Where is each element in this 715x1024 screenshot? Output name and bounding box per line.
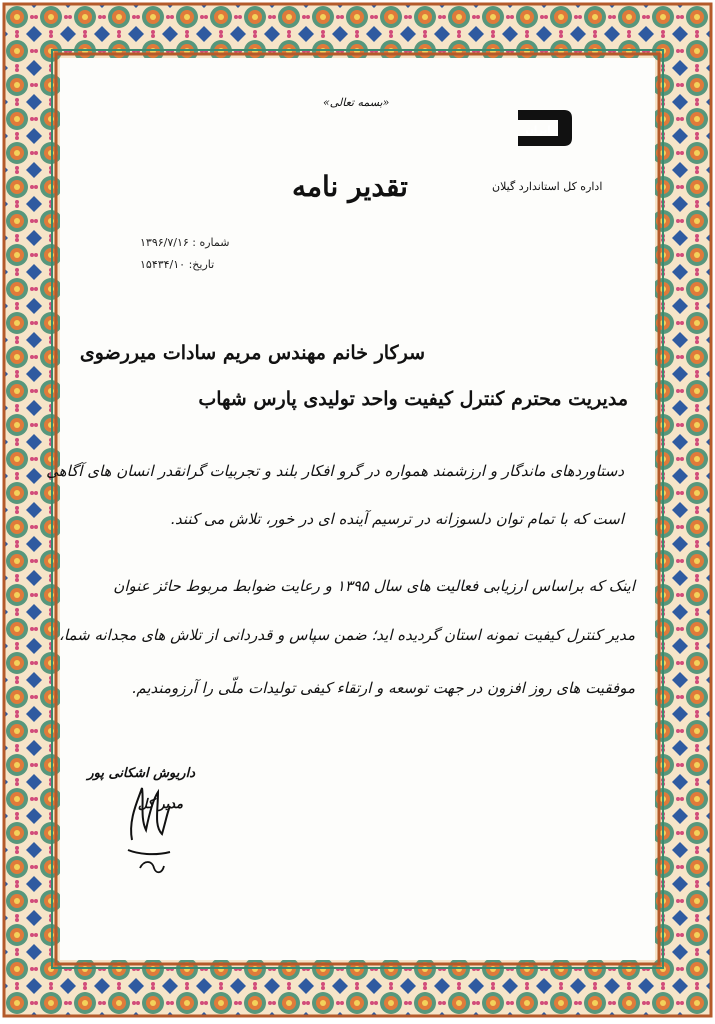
- signer-name: داریوش اشکانی پور: [87, 766, 195, 781]
- reference-date: تاریخ: ۱۵۴۳۴/۱۰: [140, 258, 215, 271]
- recipient-position: مدیریت محترم کنترل کیفیت واحد تولیدی پارس شهاب: [198, 388, 628, 410]
- body-paragraph-1-line-1: دستاوردهای ماندگار و ارزشمند همواره در گرو افکار بلند و تجربیات گرانقدر انسان های آگاهی: [46, 462, 624, 480]
- basmala-heading: «بسمه تعالی»: [323, 96, 390, 109]
- handwritten-signature: [118, 770, 190, 880]
- signer-title: مدیر کل: [137, 797, 183, 812]
- body-paragraph-2-line-2: مدیر کنترل کیفیت نمونه استان گردیده اید؛ ضمن سپاس و قدردانی از تلاش های مجدانه شما،: [59, 626, 635, 644]
- organization-name: اداره کل استاندارد گیلان: [492, 180, 603, 193]
- standard-organization-logo: [512, 102, 576, 154]
- reference-number: شماره : ۱۳۹۶/۷/۱۶: [140, 236, 230, 249]
- body-paragraph-2-line-3: موفقیت های روز افزون در جهت توسعه و ارتقاء کیفی تولیدات ملّی را آرزومندیم.: [131, 679, 635, 697]
- logo-text: ایران: [525, 125, 551, 136]
- body-paragraph-2-line-1: اینک که براساس ارزیابی فعالیت های سال ۱۳۹۵ و رعایت ضوابط مربوط حائز عنوان: [113, 577, 635, 595]
- recipient-name: سرکار خانم مهندس مریم سادات میررضوی: [79, 342, 425, 364]
- body-paragraph-1-line-2: است که با تمام توان دلسوزانه در ترسیم آینده ای در خور، تلاش می کنند.: [170, 510, 624, 528]
- certificate-title: تقدیر نامه: [292, 170, 408, 203]
